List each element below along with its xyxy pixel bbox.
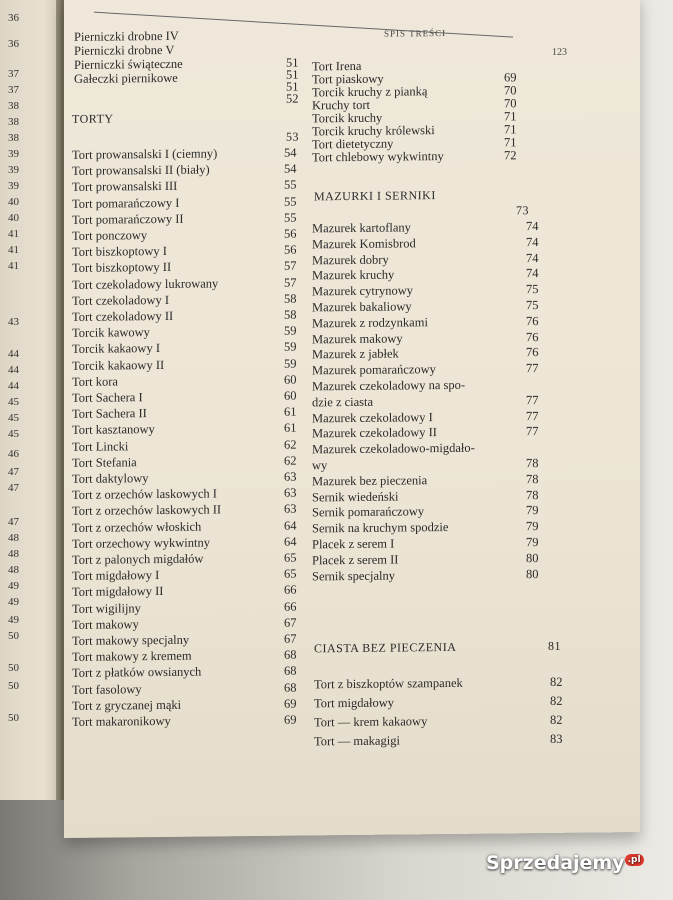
watermark-text: Sprzedajemy <box>486 852 625 874</box>
toc-entry <box>312 408 539 426</box>
toc-entry <box>72 210 297 228</box>
toc-entry-title: Tort dietetyczny <box>312 136 394 152</box>
left-page-number: 45 <box>8 396 19 408</box>
toc-entry <box>312 566 539 584</box>
toc-entry-title: Tort migdałowy I <box>72 568 160 584</box>
toc-entry-title: dzie z ciasta <box>312 394 374 410</box>
section-title-mazurki: MAZURKI I SERNIKI <box>314 188 436 204</box>
toc-entry-page: 75 <box>526 282 539 297</box>
toc-entry-page: 78 <box>526 487 539 502</box>
section-title-torty: TORTY <box>72 111 114 126</box>
toc-entry-title: Tort orzechowy wykwintny <box>72 535 210 551</box>
toc-entry <box>312 282 539 300</box>
toc-entry-title: Tort makowy z kremem <box>72 648 192 665</box>
toc-entry <box>72 469 297 487</box>
toc-entry-page: 77 <box>526 424 539 439</box>
toc-entry <box>312 456 539 473</box>
toc-entry <box>72 404 297 422</box>
toc-entry-title: Pierniczki drobne V <box>74 42 175 58</box>
toc-entry-page: 68 <box>284 680 297 695</box>
section-page-mazurki: 73 <box>516 203 529 218</box>
toc-entry-page: 71 <box>504 135 517 150</box>
toc-entry <box>72 291 297 309</box>
left-page-number: 47 <box>8 516 19 528</box>
watermark-suffix: .pl <box>625 854 644 866</box>
toc-entry-page: 71 <box>504 122 517 137</box>
toc-entry-title: Tort daktylowy <box>72 471 149 486</box>
toc-entry-page: 76 <box>526 329 539 344</box>
toc-entry-title: Mazurek z jabłek <box>312 346 399 362</box>
left-page-number: 49 <box>8 596 19 608</box>
toc-entry-title: Tort makowy <box>72 617 139 632</box>
toc-entry <box>72 177 297 195</box>
left-page-number: 39 <box>8 164 19 176</box>
toc-entry-page: 69 <box>504 70 517 85</box>
toc-entry-title: Tort z orzechów włoskich <box>72 519 202 535</box>
left-page-number: 48 <box>8 532 19 544</box>
toc-entry <box>72 680 297 698</box>
left-page-number: 39 <box>8 148 19 160</box>
toc-entry-title: Tort makaronikowy <box>72 713 171 729</box>
toc-entry <box>312 441 475 458</box>
toc-entry-page: 63 <box>284 469 297 484</box>
toc-entry <box>312 148 517 165</box>
toc-entry-title: Tort czekoladowy lukrowany <box>72 275 219 292</box>
left-page-number: 44 <box>8 380 19 392</box>
toc-entry-title: Mazurek z rodzynkami <box>312 314 428 331</box>
left-page-number: 45 <box>8 412 19 424</box>
book-page <box>64 0 640 838</box>
toc-entry <box>72 696 297 714</box>
toc-entry-title: Tort piaskowy <box>312 71 384 87</box>
toc-entry-title: Tort prowansalski I (ciemny) <box>72 146 218 162</box>
toc-entry-page: 59 <box>284 356 297 371</box>
toc-entry-page: 76 <box>526 313 539 328</box>
toc-entry <box>72 582 297 600</box>
left-page-number: 41 <box>8 260 19 272</box>
toc-entry <box>312 313 539 331</box>
toc-entry-page: 51 <box>286 79 299 94</box>
toc-entry-title: Mazurek czekoladowy I <box>312 409 433 425</box>
toc-entry <box>72 339 297 357</box>
toc-entry-title: Sernik specjalny <box>312 568 395 583</box>
toc-entry-title: Placek z serem I <box>312 536 395 552</box>
toc-entry-title: Torcik kakaowy I <box>72 341 160 357</box>
toc-entry <box>72 501 297 520</box>
toc-entry-page: 54 <box>284 161 297 176</box>
left-page-number: 38 <box>8 100 19 112</box>
toc-entry-title: Mazurek czekoladowo-migdało- <box>312 440 475 457</box>
toc-entry <box>72 145 297 163</box>
toc-entry-page: 76 <box>526 345 539 360</box>
toc-entry <box>72 258 297 276</box>
toc-entry-page: 75 <box>526 298 539 313</box>
toc-entry-title: Tort ponczowy <box>72 228 148 243</box>
toc-entry-title: Sernik wiedeński <box>312 489 399 504</box>
toc-entry-title: Tort pomarańczowy I <box>72 195 180 211</box>
toc-entry-title: Tort — krem kakaowy <box>314 714 428 730</box>
toc-entry-page: 55 <box>284 194 297 209</box>
toc-entry-page: 77 <box>526 408 539 423</box>
toc-entry <box>72 663 297 681</box>
toc-entry <box>72 534 297 551</box>
toc-entry-title: Tort pomarańczowy II <box>72 211 184 227</box>
toc-entry-title: Torcik kruchy z pianką <box>312 84 428 100</box>
page-number: 123 <box>552 46 567 58</box>
toc-entry-title: Tort wigilijny <box>72 600 141 616</box>
toc-entry-title: wy <box>312 458 328 473</box>
toc-entry-title: Tort migdałowy II <box>72 584 164 600</box>
toc-entry-title: Tort makowy specjalny <box>72 632 190 648</box>
toc-entry-title: Mazurek kartoflany <box>312 220 411 236</box>
toc-entry-page: 74 <box>526 250 539 265</box>
toc-entry-page: 58 <box>284 291 297 306</box>
left-page-number: 46 <box>8 448 19 460</box>
toc-entry-page: 70 <box>504 83 517 98</box>
left-page-number: 36 <box>8 38 19 50</box>
toc-entry-page: 51 <box>286 55 299 70</box>
toc-entry <box>72 712 297 730</box>
toc-entry-title: Tort migdałowy <box>314 695 395 711</box>
toc-entry-title: Tort czekoladowy I <box>72 292 170 308</box>
left-page-number: 49 <box>8 614 19 626</box>
toc-entry-page: 59 <box>284 339 297 355</box>
toc-entry-page: 63 <box>284 485 297 500</box>
left-page-number: 41 <box>8 228 19 240</box>
toc-entry-page: 56 <box>284 226 297 241</box>
toc-entry <box>72 615 297 633</box>
toc-entry-title: Tort prowansalski II (biały) <box>72 162 210 179</box>
toc-entry <box>312 266 539 284</box>
toc-entry <box>312 535 539 553</box>
left-page-number: 37 <box>8 68 19 80</box>
toc-entry-title: Torcik kruchy <box>312 110 383 126</box>
toc-entry-title: Tort fasolowy <box>72 681 142 697</box>
toc-entry-title: Mazurek dobry <box>312 252 389 267</box>
toc-entry-title: Tort z gryczanej mąki <box>72 697 182 713</box>
toc-entry-page: 70 <box>504 96 517 111</box>
toc-entry-page: 58 <box>284 307 297 322</box>
left-page-number: 49 <box>8 580 19 592</box>
toc-entry <box>74 71 178 87</box>
toc-entry-title: Mazurek pomarańczowy <box>312 362 436 378</box>
toc-entry-page: 64 <box>284 518 297 533</box>
toc-entry <box>312 487 539 505</box>
toc-entry-page: 72 <box>504 148 517 163</box>
toc-entry <box>312 392 539 411</box>
left-page-number: 47 <box>8 466 19 478</box>
toc-entry-title: Mazurek bez pieczenia <box>312 472 428 489</box>
toc-entry <box>72 226 297 244</box>
toc-entry-title: Tort z orzechów laskowych I <box>72 486 217 503</box>
toc-entry-title: Mazurek Komisbrod <box>312 236 416 252</box>
toc-entry-page: 57 <box>284 275 297 290</box>
toc-entry-page: 51 <box>286 67 299 82</box>
toc-entry <box>312 378 465 395</box>
toc-entry-title: Torcik kruchy królewski <box>312 123 435 139</box>
toc-entry <box>314 674 563 693</box>
toc-entry-page: 69 <box>284 712 297 727</box>
toc-entry-page: 54 <box>284 145 297 160</box>
toc-entry <box>312 361 539 378</box>
left-page-number: 44 <box>8 348 19 360</box>
left-page-number: 44 <box>8 364 19 376</box>
toc-entry-page: 67 <box>284 615 297 630</box>
toc-entry-page: 65 <box>284 550 297 565</box>
toc-entry <box>72 437 297 455</box>
toc-entry-page: 52 <box>286 91 299 106</box>
toc-entry-title: Tort z płatków owsianych <box>72 664 202 681</box>
toc-entry-title: Tort Sachera II <box>72 406 147 422</box>
left-page-number: 48 <box>8 548 19 560</box>
toc-entry-title: Tort z orzechów laskowych II <box>72 502 222 519</box>
toc-entry <box>314 693 563 712</box>
toc-entry-page: 69 <box>284 696 297 711</box>
toc-entry-page: 79 <box>526 503 539 518</box>
toc-entry-page: 77 <box>526 392 539 407</box>
toc-entry-page: 78 <box>526 471 539 486</box>
toc-entry-title: Tort Stefania <box>72 455 137 470</box>
toc-entry <box>312 250 539 268</box>
toc-entry <box>72 550 297 568</box>
toc-entry <box>312 424 539 441</box>
toc-entry-title: Tort kora <box>72 374 118 389</box>
toc-entry <box>312 298 539 315</box>
toc-entry <box>312 519 539 536</box>
left-page-number: 48 <box>8 564 19 576</box>
toc-entry-title: Tort biszkoptowy II <box>72 260 172 276</box>
toc-entry-title: Pierniczki świąteczne <box>74 56 183 72</box>
toc-entry <box>72 566 297 584</box>
toc-entry-title: Tort kasztanowy <box>72 422 155 438</box>
section-page-torty: 53 <box>286 129 299 144</box>
toc-entry <box>312 219 539 236</box>
toc-entry-page: 82 <box>550 693 563 708</box>
toc-entry <box>72 485 297 504</box>
toc-entry-title: Torcik kawowy <box>72 325 150 341</box>
left-page-number: 50 <box>8 662 19 674</box>
toc-entry <box>72 518 297 535</box>
toc-entry-page: 74 <box>526 234 539 249</box>
toc-entry <box>72 599 297 617</box>
section-page-ciasta: 81 <box>548 638 561 653</box>
toc-entry <box>72 631 297 649</box>
page-header: SPIS TREŚCI <box>384 27 447 39</box>
toc-entry <box>72 420 297 438</box>
toc-entry-page: 83 <box>550 731 563 746</box>
toc-entry <box>72 161 297 179</box>
left-page-number: 50 <box>8 680 19 692</box>
toc-entry-title: Mazurek czekoladowy II <box>312 425 437 441</box>
toc-entry-page: 67 <box>284 631 297 646</box>
toc-entry-page: 79 <box>526 535 539 550</box>
toc-entry-page: 79 <box>526 519 539 534</box>
toc-entry-page: 56 <box>284 242 297 257</box>
toc-entry-title: Kruchy tort <box>312 97 370 113</box>
toc-entry <box>312 550 539 568</box>
left-page-number: 39 <box>8 180 19 192</box>
toc-entry-page: 61 <box>284 420 297 436</box>
site-watermark <box>486 852 644 874</box>
toc-entry-page: 60 <box>284 388 297 403</box>
toc-entry-title: Mazurek bakaliowy <box>312 299 412 315</box>
toc-entry <box>72 323 297 341</box>
toc-entry-title: Gałeczki piernikowe <box>74 70 178 86</box>
toc-entry-page: 64 <box>284 534 297 549</box>
toc-entry <box>314 712 563 730</box>
toc-entry-page: 57 <box>284 258 297 274</box>
toc-entry-title: Mazurek czekoladowy na spo- <box>312 377 466 394</box>
left-page-number: 36 <box>8 12 19 24</box>
left-page-number: 50 <box>8 712 19 724</box>
toc-entry-title: Pierniczki drobne IV <box>74 28 179 44</box>
section-title-ciasta: CIASTA BEZ PIECZENIA <box>314 639 457 656</box>
toc-entry <box>72 647 297 665</box>
toc-entry <box>314 731 563 749</box>
left-page-number: 40 <box>8 196 19 208</box>
left-page-number: 45 <box>8 428 19 440</box>
toc-entry-page: 60 <box>284 372 297 387</box>
toc-entry <box>72 307 297 325</box>
toc-entry <box>72 194 297 211</box>
toc-entry-title: Tort — makagigi <box>314 733 400 749</box>
toc-entry-page: 59 <box>284 323 297 338</box>
left-page-number: 43 <box>8 316 19 328</box>
left-page-number: 41 <box>8 244 19 256</box>
toc-entry <box>312 234 539 252</box>
toc-entry-title: Sernik pomarańczowy <box>312 504 425 520</box>
toc-entry-page: 66 <box>284 582 297 598</box>
toc-entry-title: Tort z biszkoptów szampanek <box>314 675 463 692</box>
toc-entry-page: 71 <box>504 109 517 124</box>
toc-entry <box>72 372 297 389</box>
toc-entry-page: 80 <box>526 550 539 565</box>
left-page-number: 40 <box>8 212 19 224</box>
toc-entry <box>72 242 297 260</box>
toc-entry-page: 66 <box>284 599 297 614</box>
toc-entry <box>312 503 539 521</box>
toc-entry-page: 62 <box>284 437 297 452</box>
toc-entry-page: 82 <box>550 674 563 689</box>
toc-entry-page: 65 <box>284 566 297 581</box>
toc-entry-page: 77 <box>526 361 539 376</box>
toc-entry <box>72 275 297 293</box>
toc-entry-title: Tort Lincki <box>72 438 129 454</box>
toc-entry-page: 55 <box>284 177 297 193</box>
toc-entry-title: Tort chlebowy wykwintny <box>312 149 444 165</box>
toc-entry-page: 68 <box>284 647 297 662</box>
toc-entry <box>72 453 297 471</box>
toc-entry-page: 63 <box>284 501 297 517</box>
toc-entry-page: 78 <box>526 456 539 471</box>
left-page-number: 38 <box>8 116 19 128</box>
toc-entry <box>312 345 539 363</box>
toc-entry-title: Mazurek makowy <box>312 331 403 346</box>
toc-entry <box>72 388 297 406</box>
toc-entry-title: Mazurek cytrynowy <box>312 283 414 299</box>
toc-entry <box>312 471 539 489</box>
toc-entry-title: Tort biszkoptowy I <box>72 244 167 260</box>
toc-entry-page: 68 <box>284 663 297 679</box>
toc-entry-title: Tort Sachera I <box>72 390 143 405</box>
toc-entry-title: Tort czekoladowy II <box>72 308 174 324</box>
toc-entry-page: 82 <box>550 712 563 727</box>
toc-entry-title: Sernik na kruchym spodzie <box>312 520 449 536</box>
toc-entry-title: Tort z palonych migdałów <box>72 551 204 567</box>
toc-entry-title: Placek z serem II <box>312 552 399 568</box>
left-page-number: 37 <box>8 84 19 96</box>
toc-entry-title: Mazurek kruchy <box>312 267 395 283</box>
toc-entry-page: 80 <box>526 566 539 581</box>
toc-entry <box>72 356 297 374</box>
toc-entry-page: 61 <box>284 404 297 419</box>
left-page-number: 50 <box>8 630 19 642</box>
toc-entry-page: 62 <box>284 453 297 468</box>
toc-entry-page: 74 <box>526 219 539 234</box>
left-page-number: 47 <box>8 482 19 494</box>
left-page-number: 38 <box>8 132 19 144</box>
toc-entry-page: 55 <box>284 210 297 225</box>
left-page-edge <box>0 0 62 800</box>
toc-entry <box>312 329 539 347</box>
toc-entry-page: 74 <box>526 266 539 281</box>
toc-entry-title: Tort prowansalski III <box>72 179 178 195</box>
toc-entry-title: Torcik kakaowy II <box>72 357 165 373</box>
toc-entry-title: Tort Irena <box>312 58 362 74</box>
